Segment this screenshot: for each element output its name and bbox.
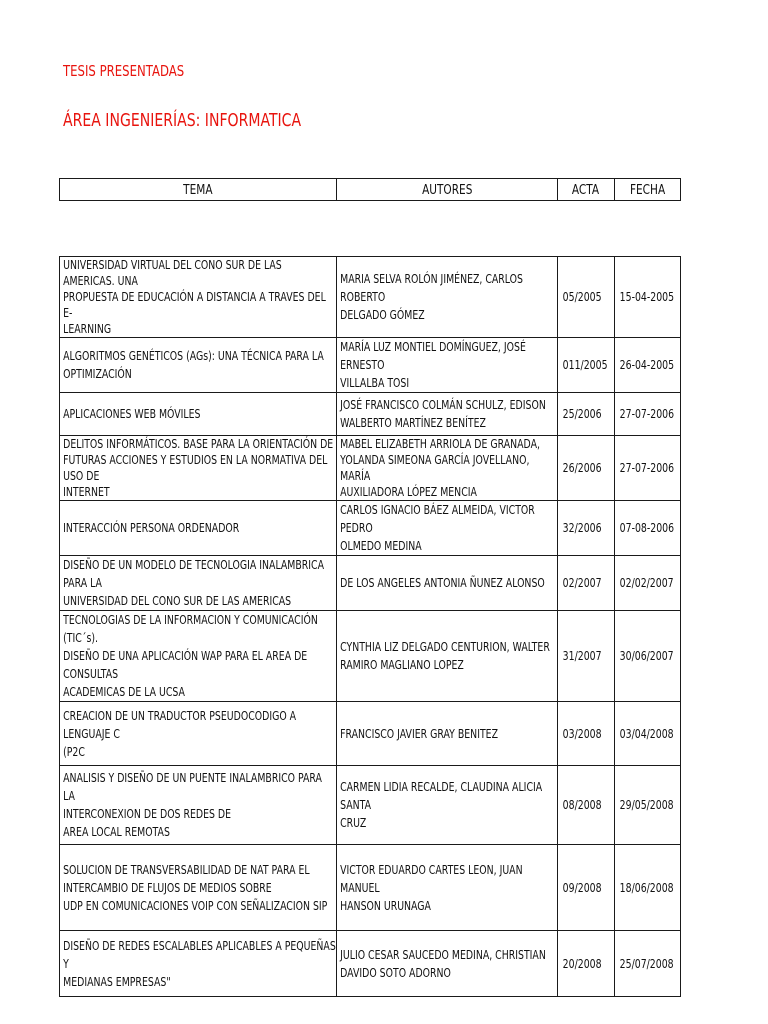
cell-autores-line: AUXILIADORA LÓPEZ MENCIA [340,485,478,499]
table-row [60,931,681,997]
cell-tema-line: MEDIANAS EMPRESAS" [63,974,171,989]
cell-acta-value: 011/2005 [562,358,608,372]
cell-fecha-value: 07-08-2006 [619,521,674,535]
header-fecha [614,179,680,201]
cell-fecha-value: 18/06/2008 [619,880,674,895]
header-autores-label: AUTORES [421,181,473,198]
cell-autores-line: OLMEDO MEDINA [340,539,423,553]
cell-autores-line: MABEL ELIZABETH ARRIOLA DE GRANADA, [340,437,541,451]
cell-acta [557,702,614,766]
cell-tema [60,501,337,556]
cell-acta-value: 32/2006 [562,521,602,535]
cell-tema-line: INTERNET [63,485,110,499]
cell-fecha [614,338,680,393]
cell-tema [60,931,337,997]
header-tema [60,179,337,201]
table-row [60,393,681,436]
page-title [63,62,218,80]
cell-acta [557,931,614,997]
cell-fecha [614,702,680,766]
cell-tema-line: APLICACIONES WEB MÓVILES [63,407,201,421]
cell-autores-line: YOLANDA SIMEONA GARCÍA JOVELLANO, MARÍA [340,453,530,483]
table-row [60,257,681,338]
cell-autores [337,931,557,997]
cell-tema-line: TECNOLOGIAS DE LA INFORMACION Y COMUNICACIÓN (TIC´s). [63,613,318,645]
cell-autores-line: CRUZ [340,816,367,830]
cell-fecha [614,611,680,702]
cell-autores-line: DAVIDO SOTO ADORNO [340,965,452,980]
area-title-text: ÁREA INGENIERÍAS: INFORMATICA [63,110,302,131]
cell-tema [60,702,337,766]
cell-acta [557,338,614,393]
header-acta [557,179,614,201]
cell-acta [557,257,614,338]
cell-fecha-value: 25/07/2008 [619,956,674,971]
cell-acta-value: 05/2005 [562,290,602,304]
table-row [60,611,681,702]
cell-fecha [614,393,680,436]
cell-tema-line: UNIVERSIDAD DEL CONO SUR DE LAS AMERICAS [63,594,292,608]
cell-tema [60,436,337,501]
cell-autores [337,393,557,436]
table-row [60,702,681,766]
header-autores [337,179,557,201]
cell-acta [557,556,614,611]
cell-tema-line: CREACION DE UN TRADUCTOR PSEUDOCODIGO A LENGUAJE C [63,708,297,741]
cell-tema-line: DELITOS INFORMÁTICOS. BASE PARA LA ORIENTACIÓN DE [63,437,334,451]
cell-fecha-value: 03/04/2008 [619,726,674,741]
cell-tema-line: SOLUCION DE TRANSVERSABILIDAD DE NAT PARA EL [63,862,310,877]
cell-acta [557,501,614,556]
cell-acta-value: 31/2007 [562,649,602,663]
column-header-row [60,179,681,201]
cell-autores-line: WALBERTO MARTÍNEZ BENÍTEZ [340,416,487,430]
cell-tema-line: INTERCAMBIO DE FLUJOS DE MEDIOS SOBRE [63,880,272,895]
cell-fecha-value: 29/05/2008 [619,798,674,812]
cell-fecha-value: 30/06/2007 [619,649,674,663]
table-row [60,845,681,931]
cell-autores-line: FRANCISCO JAVIER GRAY BENITEZ [340,726,499,741]
cell-autores-line: VICTOR EDUARDO CARTES LEON, JUAN MANUEL [340,862,524,895]
cell-fecha [614,501,680,556]
cell-tema-line: ACADEMICAS DE LA UCSA [63,685,185,699]
table-row [60,501,681,556]
cell-tema-line: DISEÑO DE UNA APLICACIÓN WAP PARA EL AREA DE CONSULTAS [63,649,308,681]
table-row [60,766,681,845]
cell-tema [60,845,337,931]
cell-acta-value: 25/2006 [562,407,602,421]
cell-tema-line: INTERACCIÓN PERSONA ORDENADOR [63,521,240,535]
cell-autores-line: MARÍA LUZ MONTIEL DOMÍNGUEZ, JOSÉ ERNESTO [340,340,527,372]
cell-autores-line: CYNTHIA LIZ DELGADO CENTURION, WALTER [340,640,551,654]
cell-acta [557,611,614,702]
thesis-table [59,256,681,997]
cell-fecha-value: 27-07-2006 [619,407,674,421]
cell-autores-line: VILLALBA TOSI [340,376,410,390]
cell-tema-line: DISEÑO DE UN MODELO DE TECNOLOGIA INALAMBRICA PARA LA [63,558,324,590]
cell-tema [60,556,337,611]
cell-fecha [614,436,680,501]
cell-autores [337,338,557,393]
header-fecha-label: FECHA [629,181,666,198]
cell-fecha-value: 27-07-2006 [619,461,674,475]
cell-autores-line: DELGADO GÓMEZ [340,308,426,322]
cell-autores [337,702,557,766]
cell-autores-line: HANSON URUNAGA [340,898,432,913]
cell-tema-line: UDP EN COMUNICACIONES VOIP CON SEÑALIZACION SIP [63,898,328,913]
page-title-text: TESIS PRESENTADAS [63,62,185,80]
cell-autores [337,257,557,338]
cell-tema-line: INTERCONEXION DE DOS REDES DE [63,807,232,821]
cell-autores [337,766,557,845]
cell-tema-line: (P2C [63,744,85,759]
column-header-table [59,178,681,201]
cell-autores-line: DE LOS ANGELES ANTONIA ÑUNEZ ALONSO [340,576,546,590]
cell-tema-line: ALGORITMOS GENÉTICOS (AGs): UNA TÉCNICA PARA LA [63,349,324,363]
cell-tema-line: PROPUESTA DE EDUCACIÓN A DISTANCIA A TRAVES DEL E- [63,290,326,320]
thesis-table-body [60,257,681,997]
cell-acta [557,436,614,501]
cell-fecha [614,931,680,997]
cell-fecha-value: 15-04-2005 [619,290,674,304]
cell-tema-line: OPTIMIZACIÓN [63,367,132,381]
cell-acta [557,845,614,931]
cell-autores [337,501,557,556]
cell-tema [60,338,337,393]
cell-autores-line: RAMIRO MAGLIANO LOPEZ [340,658,465,672]
cell-acta-value: 02/2007 [562,576,602,590]
cell-tema [60,611,337,702]
cell-tema-line: DISEÑO DE REDES ESCALABLES APLICABLES A PEQUEÑAS Y [63,938,336,971]
cell-acta-value: 26/2006 [562,461,602,475]
cell-autores-line: JOSÉ FRANCISCO COLMÁN SCHULZ, EDISON [340,398,547,412]
cell-acta-value: 09/2008 [562,880,602,895]
cell-autores-line: MARIA SELVA ROLÓN JIMÉNEZ, CARLOS ROBERTO [340,272,524,304]
cell-autores [337,845,557,931]
header-tema-label: TEMA [183,181,213,198]
cell-tema-line: ANALISIS Y DISEÑO DE UN PUENTE INALAMBRICO PARA LA [63,771,322,803]
header-acta-label: ACTA [572,181,600,198]
cell-fecha [614,845,680,931]
cell-tema-line: UNIVERSIDAD VIRTUAL DEL CONO SUR DE LAS AMERICAS. UNA [63,258,282,288]
cell-acta [557,393,614,436]
cell-fecha [614,257,680,338]
area-title [63,110,368,131]
cell-acta-value: 03/2008 [562,726,602,741]
cell-tema [60,257,337,338]
cell-autores [337,611,557,702]
cell-autores-line: JULIO CESAR SAUCEDO MEDINA, CHRISTIAN [340,947,547,962]
cell-autores [337,436,557,501]
cell-autores-line: CARLOS IGNACIO BÁEZ ALMEIDA, VICTOR PEDRO [340,503,536,535]
table-row [60,436,681,501]
cell-tema-line: LEARNING [63,322,112,336]
cell-fecha-value: 26-04-2005 [619,358,674,372]
cell-tema [60,393,337,436]
cell-tema-line: FUTURAS ACCIONES Y ESTUDIOS EN LA NORMATIVA DEL USO DE [63,453,328,483]
cell-tema [60,766,337,845]
cell-tema-line: AREA LOCAL REMOTAS [63,825,170,839]
cell-acta-value: 08/2008 [562,798,602,812]
table-row [60,556,681,611]
table-row [60,338,681,393]
cell-autores [337,556,557,611]
cell-fecha-value: 02/02/2007 [619,576,674,590]
cell-acta [557,766,614,845]
cell-autores-line: CARMEN LIDIA RECALDE, CLAUDINA ALICIA SANTA [340,780,543,812]
cell-acta-value: 20/2008 [562,956,602,971]
cell-fecha [614,766,680,845]
cell-fecha [614,556,680,611]
